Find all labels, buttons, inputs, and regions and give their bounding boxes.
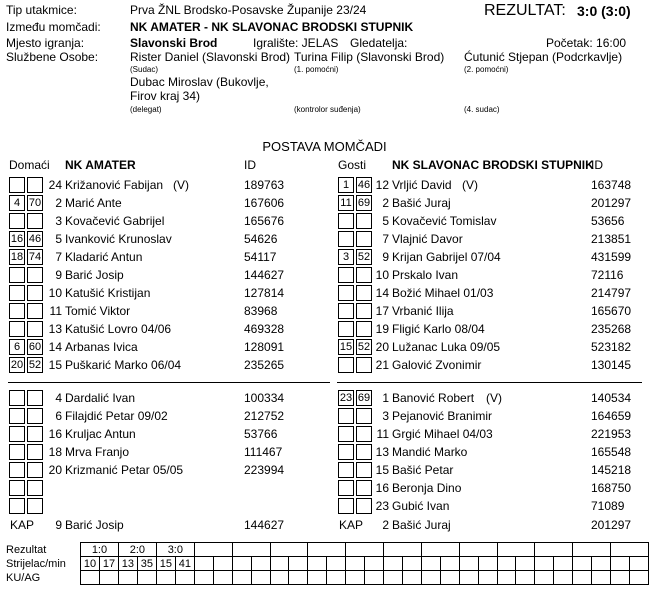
sudac-role: (Sudac) <box>130 65 159 74</box>
score-cell: 3:0 <box>156 543 194 557</box>
sub-in-box <box>338 303 354 319</box>
ku-cell <box>327 571 346 585</box>
strijelac-cell <box>611 557 630 571</box>
rezultat-value: 3:0 (3:0) <box>577 3 631 19</box>
player-number: 4 <box>55 391 62 405</box>
sub-minute-box: 52 <box>357 341 371 353</box>
player-number: 6 <box>55 409 62 423</box>
ku-cell <box>213 571 232 585</box>
player-number: 9 <box>55 268 62 282</box>
player-name: Mrva Franjo <box>65 445 130 459</box>
strijelac-cell <box>346 557 365 571</box>
player-note: (V) <box>173 178 189 192</box>
player-number: 10 <box>375 268 389 282</box>
player-id: 72116 <box>591 268 624 282</box>
score-cell <box>421 543 459 557</box>
strijelac-cell <box>308 557 327 571</box>
sub-in-box <box>9 285 25 301</box>
player-id: 128091 <box>244 340 285 354</box>
sub-in-box <box>9 267 25 283</box>
sluzbene-label: Službene Osobe: <box>6 50 99 64</box>
player-id: 168750 <box>591 481 632 495</box>
player-number: 15 <box>48 358 62 372</box>
sub-in-box <box>338 480 354 496</box>
score-cell <box>194 543 232 557</box>
sub-in-box <box>338 444 354 460</box>
player-id: 71089 <box>591 499 625 513</box>
player-name: Tomić Viktor <box>65 304 131 318</box>
player-number: 14 <box>375 286 389 300</box>
delegat-role: (delegat) <box>130 105 162 114</box>
stats-ku-label: KU/AG <box>6 572 41 584</box>
player-id: 212752 <box>244 409 285 423</box>
player-number: 13 <box>375 445 389 459</box>
pocetak: Početak: 16:00 <box>546 36 627 50</box>
player-id: 145218 <box>591 463 632 477</box>
sudac-name: Rister Daniel (Slavonski Brod) <box>130 50 291 64</box>
sub-in-box: 15 <box>339 341 353 353</box>
sub-in-box <box>9 213 25 229</box>
player-number <box>38 479 62 497</box>
sub-in-box <box>9 303 25 319</box>
player-id: 201297 <box>591 196 632 210</box>
sub-in-box: 3 <box>338 249 354 265</box>
player-id: 214797 <box>591 286 632 300</box>
sub-in-box <box>9 444 25 460</box>
score-cell <box>308 543 346 557</box>
stats-row <box>81 571 649 585</box>
player-name: Arbanas Ivica <box>65 340 138 354</box>
player-name: Katušić Kristijan <box>65 286 151 300</box>
player-id: 213851 <box>591 232 632 246</box>
ku-cell <box>421 571 440 585</box>
ku-cell <box>573 571 592 585</box>
score-cell <box>535 543 573 557</box>
mjesto-label: Mjesto igranja: <box>6 36 85 50</box>
player-name: Banović Robert <box>392 391 475 405</box>
player-id: 431599 <box>591 250 632 264</box>
sub-in-box <box>9 462 25 478</box>
sub-in-box <box>338 498 354 514</box>
postava-title: POSTAVA MOMČADI <box>262 139 387 154</box>
gledatelja: Gledatelja: <box>350 36 408 50</box>
player-id: 221953 <box>591 427 632 441</box>
player-id: 235265 <box>244 358 285 372</box>
player-name: Bašić Petar <box>392 463 454 477</box>
player-number: 21 <box>375 358 389 372</box>
strijelac-cell <box>365 557 384 571</box>
ku-cell <box>194 571 213 585</box>
player-number <box>38 497 62 515</box>
delegat-line2: Firov kraj 34) <box>130 89 201 103</box>
ku-cell <box>175 571 194 585</box>
sub-minute-box: 69 <box>357 392 371 404</box>
player-id: 140534 <box>591 391 632 405</box>
pomocni1-name: Turina Filip (Slavonski Brod) <box>294 50 445 64</box>
strijelac-cell <box>270 557 289 571</box>
home-team-name: NK AMATER <box>65 158 136 172</box>
player-name: Filajdić Petar 09/02 <box>65 409 168 423</box>
player-number: 13 <box>48 322 62 336</box>
sub-in-box <box>338 357 354 373</box>
ku-cell <box>402 571 421 585</box>
player-id: 83968 <box>244 304 278 318</box>
player-name: Puškarić Marko 06/04 <box>65 358 182 372</box>
ku-cell <box>365 571 384 585</box>
player-id: 523182 <box>591 340 632 354</box>
player-name: Gubić Ivan <box>392 499 450 513</box>
strijelac-cell <box>194 557 213 571</box>
strijelac-cell <box>554 557 573 571</box>
sub-in-box <box>9 426 25 442</box>
player-name: Ivanković Krunoslav <box>65 232 172 246</box>
ku-cell <box>497 571 516 585</box>
kontrolor-role: (kontrolor suđenja) <box>294 105 361 114</box>
player-id: 54626 <box>244 232 278 246</box>
player-name: Bašić Juraj <box>392 196 451 210</box>
home-kap-label: KAP <box>10 518 35 532</box>
player-name: Katušić Lovro 04/06 <box>65 322 172 336</box>
player-name: Križanović Fabijan <box>65 178 164 192</box>
sub-in-box <box>9 321 25 337</box>
player-name: Beronja Dino <box>392 481 462 495</box>
player-id: 164659 <box>591 409 632 423</box>
player-id: 130145 <box>591 358 632 372</box>
strijelac-cell: 17 <box>99 557 118 571</box>
score-cell: 2:0 <box>118 543 156 557</box>
tip-label: Tip utakmice: <box>6 3 77 17</box>
away-team-name: NK SLAVONAC BRODSKI STUPNIK <box>392 158 594 172</box>
ku-cell <box>459 571 478 585</box>
away-col-label: Gosti <box>338 158 367 172</box>
player-id: 165548 <box>591 445 632 459</box>
strijelac-cell <box>592 557 611 571</box>
sub-minute-box: 52 <box>357 251 371 263</box>
player-number: 5 <box>382 214 389 228</box>
player-name: Vrljić David <box>392 178 452 192</box>
strijelac-cell: 15 <box>156 557 175 571</box>
stats-rezultat-label: Rezultat <box>6 544 47 556</box>
ku-cell <box>478 571 497 585</box>
pomocni2-name: Ćutunić Stjepan (Podcrkavlje) <box>464 50 623 64</box>
sub-minute-box: 46 <box>357 179 371 191</box>
strijelac-cell <box>251 557 270 571</box>
player-name: Krijan Gabrijel 07/04 <box>392 250 501 264</box>
player-id: 127814 <box>244 286 285 300</box>
pomocni2-role: (2. pomoćni) <box>464 65 509 74</box>
player-id: 163748 <box>591 178 632 192</box>
ku-cell <box>516 571 535 585</box>
stats-strijelac-label: Strijelac/min <box>6 558 66 570</box>
player-name: Pejanović Branimir <box>392 409 493 423</box>
ku-cell <box>232 571 251 585</box>
strijelac-cell <box>232 557 251 571</box>
strijelac-cell <box>630 557 649 571</box>
ku-cell <box>270 571 289 585</box>
sub-minute-box: 69 <box>357 197 371 209</box>
score-cell <box>270 543 308 557</box>
player-name: Marić Ante <box>65 196 122 210</box>
delegat-line1: Dubac Miroslav (Bukovlje, <box>130 75 269 89</box>
player-name: Galović Zvonimir <box>392 358 482 372</box>
ku-cell <box>592 571 611 585</box>
player-number: 1 <box>382 391 389 405</box>
sub-in-box <box>9 480 25 496</box>
izmedu-label: Između momčadi: <box>6 20 101 34</box>
player-number: 20 <box>48 463 62 477</box>
tip-value: Prva ŽNL Brodsko-Posavske Županije 23/24 <box>130 3 367 17</box>
player-id: 167606 <box>244 196 285 210</box>
player-name: Kladarić Antun <box>65 250 143 264</box>
player-id: 469328 <box>244 322 285 336</box>
player-id: 189763 <box>244 178 285 192</box>
player-id: 144627 <box>244 268 285 282</box>
player-number: 17 <box>375 304 389 318</box>
mjesto-value: Slavonski Brod <box>130 36 218 50</box>
player-number: 24 <box>48 178 62 192</box>
sudac4-role: (4. sudac) <box>464 105 500 114</box>
score-cell <box>497 543 535 557</box>
player-number: 16 <box>375 481 389 495</box>
strijelac-cell <box>327 557 346 571</box>
player-name: Kovačević Gabrijel <box>65 214 165 228</box>
sub-minute-box: 46 <box>28 233 42 245</box>
ku-cell <box>289 571 308 585</box>
sub-minute-box: 60 <box>28 341 42 353</box>
igraliste: Igralište: JELAS <box>253 36 339 50</box>
away-kap-name: Bašić Juraj <box>392 518 451 532</box>
player-name: Fligić Karlo 08/04 <box>392 322 485 336</box>
strijelac-cell <box>459 557 478 571</box>
sub-minute-box: 52 <box>28 359 42 371</box>
player-number: 20 <box>375 340 389 354</box>
sub-in-box <box>338 213 354 229</box>
ku-cell <box>346 571 365 585</box>
sub-in-box <box>9 390 25 406</box>
player-number: 3 <box>55 214 62 228</box>
strijelac-cell: 13 <box>118 557 137 571</box>
player-number: 3 <box>382 409 389 423</box>
sub-in-box: 1 <box>338 177 354 193</box>
player-name: Božić Mihael 01/03 <box>392 286 494 300</box>
stats-row <box>81 557 649 571</box>
away-kap-number: 2 <box>382 518 389 532</box>
strijelac-cell <box>421 557 440 571</box>
player-number: 12 <box>375 178 389 192</box>
ku-cell <box>156 571 175 585</box>
player-id: 53766 <box>244 427 278 441</box>
home-col-label: Domaći <box>9 158 50 172</box>
player-name: Barić Josip <box>65 268 124 282</box>
strijelac-cell <box>289 557 308 571</box>
home-separator <box>8 382 330 383</box>
player-name: Lužanac Luka 09/05 <box>392 340 501 354</box>
score-cell <box>611 543 649 557</box>
score-cell <box>573 543 611 557</box>
sub-in-box <box>338 462 354 478</box>
ku-cell <box>137 571 156 585</box>
sub-in-box <box>338 231 354 247</box>
player-name: Vlajnić Davor <box>392 232 463 246</box>
score-cell <box>346 543 384 557</box>
player-number: 11 <box>49 304 62 318</box>
stats-row <box>81 543 649 557</box>
strijelac-cell <box>384 557 403 571</box>
home-kap-number: 9 <box>55 518 62 532</box>
sub-in-box <box>9 408 25 424</box>
player-number: 9 <box>382 250 389 264</box>
player-name: Vrbanić Ilija <box>392 304 454 318</box>
strijelac-cell: 10 <box>81 557 100 571</box>
sub-in-box <box>338 321 354 337</box>
player-number: 10 <box>48 286 62 300</box>
player-number: 18 <box>48 445 62 459</box>
sub-in-box <box>338 267 354 283</box>
sub-in-box: 11 <box>338 195 354 211</box>
ku-cell <box>630 571 649 585</box>
sub-in-box <box>9 498 25 514</box>
sub-in-box: 4 <box>9 195 25 211</box>
player-name: Kovačević Tomislav <box>392 214 497 228</box>
match-teams: NK AMATER - NK SLAVONAC BRODSKI STUPNIK <box>130 20 414 34</box>
player-note: (V) <box>462 178 478 192</box>
strijelac-cell: 41 <box>175 557 194 571</box>
sub-in-box: 16 <box>10 233 24 245</box>
ku-cell <box>611 571 630 585</box>
strijelac-cell: 35 <box>137 557 156 571</box>
strijelac-cell <box>516 557 535 571</box>
player-id: 223994 <box>244 463 285 477</box>
strijelac-cell <box>535 557 554 571</box>
player-id: 165670 <box>591 304 632 318</box>
player-number: 2 <box>382 196 389 210</box>
sub-minute-box: 74 <box>28 251 42 263</box>
player-number: 11 <box>376 427 389 441</box>
player-number: 19 <box>375 322 389 336</box>
ku-cell <box>99 571 118 585</box>
sub-minute-box: 70 <box>28 197 42 209</box>
ku-cell <box>251 571 270 585</box>
sub-in-box <box>338 426 354 442</box>
away-kap-id: 201297 <box>591 518 632 532</box>
score-cell: 1:0 <box>81 543 119 557</box>
player-name: Kruljac Antun <box>65 427 136 441</box>
player-number: 16 <box>48 427 62 441</box>
player-number: 7 <box>55 250 62 264</box>
stats-table <box>80 542 649 585</box>
player-name: Prskalo Ivan <box>392 268 459 282</box>
ku-cell <box>384 571 403 585</box>
home-kap-id: 144627 <box>244 518 285 532</box>
sub-in-box <box>9 177 25 193</box>
score-cell <box>232 543 270 557</box>
player-number: 2 <box>55 196 62 210</box>
home-kap-name: Barić Josip <box>65 518 124 532</box>
away-id-label: ID <box>591 158 603 172</box>
strijelac-cell <box>402 557 421 571</box>
player-id: 54117 <box>244 250 277 264</box>
sub-in-box <box>338 408 354 424</box>
ku-cell <box>81 571 100 585</box>
away-kap-label: KAP <box>339 518 364 532</box>
player-name: Mandić Marko <box>392 445 468 459</box>
score-cell <box>459 543 497 557</box>
player-id: 235268 <box>591 322 632 336</box>
player-number: 7 <box>382 232 389 246</box>
strijelac-cell <box>573 557 592 571</box>
sub-in-box: 23 <box>339 392 353 404</box>
ku-cell <box>118 571 137 585</box>
strijelac-cell <box>497 557 516 571</box>
ku-cell <box>440 571 459 585</box>
player-number: 14 <box>48 340 62 354</box>
player-id: 53656 <box>591 214 625 228</box>
player-name: Dardalić Ivan <box>65 391 136 405</box>
player-id: 165676 <box>244 214 285 228</box>
player-note: (V) <box>486 391 502 405</box>
player-number: 5 <box>55 232 62 246</box>
player-name: Grgić Mihael 04/03 <box>392 427 493 441</box>
ku-cell <box>554 571 573 585</box>
player-number: 23 <box>375 499 389 513</box>
sub-in-box: 20 <box>10 359 24 371</box>
strijelac-cell <box>213 557 232 571</box>
player-name: Krizmanić Petar 05/05 <box>65 463 184 477</box>
score-cell <box>384 543 422 557</box>
sub-in-box: 6 <box>9 339 25 355</box>
rezultat-label: REZULTAT: <box>484 2 566 19</box>
player-id: 111467 <box>244 445 283 459</box>
strijelac-cell <box>440 557 459 571</box>
player-number: 15 <box>375 463 389 477</box>
sub-in-box <box>338 285 354 301</box>
ku-cell <box>535 571 554 585</box>
away-separator <box>337 382 642 383</box>
player-id: 100334 <box>244 391 285 405</box>
pomocni1-role: (1. pomoćni) <box>294 65 339 74</box>
ku-cell <box>308 571 327 585</box>
home-id-label: ID <box>244 158 256 172</box>
sub-in-box: 18 <box>10 251 24 263</box>
strijelac-cell <box>478 557 497 571</box>
